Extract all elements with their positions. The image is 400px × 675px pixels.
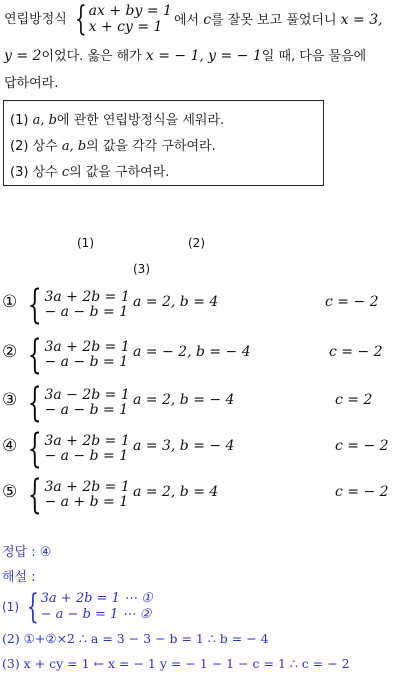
brace-icon: { [27, 426, 42, 472]
option-c: c = − 2 [329, 344, 383, 360]
option-number: ③ [2, 390, 18, 410]
option-4[interactable]: ④ { 3a + 2b = 1 − a − b = 1 a = 3, b = − 4 c = − 2 [2, 426, 389, 472]
explanation-label: 해설 : [2, 570, 36, 585]
question-line-2 [4, 46, 366, 67]
solution-step-3: (3) x + cy = 1 ← x = − 1 y = − 1 − 1 − c = 1 ∴ c = − 2 [2, 656, 350, 671]
y-eq-m1: y = − 1 [208, 48, 262, 64]
subquestion-3: (3) 상수 c의 값을 구하여라. [10, 165, 170, 180]
brace-icon: { [27, 332, 42, 378]
option-ab: a = − 2, b = − 4 [133, 344, 251, 360]
option-c: c = − 2 [335, 484, 389, 500]
option-c: c = 2 [335, 392, 373, 408]
answer-label: 정답 : ④ [2, 545, 52, 560]
column-header-2: (2) [188, 236, 205, 250]
solution-step-1: (1) { 3a + 2b = 1 ⋯ ① − a − b = 1 ⋯ ② [2, 587, 153, 627]
brace-icon: { [27, 472, 42, 518]
column-header-3: (3) [133, 262, 150, 276]
solution-step-2: (2) ①+②×2 ∴ a = 3 − 3 − b = 1 ∴ b = − 4 [2, 631, 269, 646]
option-ab: a = 2, b = 4 [133, 484, 219, 500]
brace-icon: { [74, 0, 87, 39]
question-line-3 [4, 74, 58, 94]
question-label: 연립방정식 [4, 12, 67, 27]
text-answer: 답하여라. [4, 76, 59, 91]
question-eq2: x + cy = 1 [88, 19, 163, 35]
x-eq-m1: x = − 1, [145, 48, 204, 64]
question-eq1: ax + by = 1 [88, 3, 172, 19]
option-number: ④ [2, 436, 18, 456]
text-misread: 를 잘못 보고 풀었더니 [211, 13, 337, 28]
brace-icon: { [27, 380, 42, 426]
text-when: 일 때, 다음 물음에 [261, 49, 367, 64]
y-eq-2: y = 2 [4, 48, 42, 64]
option-2[interactable]: ② { 3a + 2b = 1 − a − b = 1 a = − 2, b = − 4 c = − 2 [2, 332, 383, 378]
column-header-1: (1) [77, 236, 94, 250]
option-3[interactable]: ③ { 3a − 2b = 1 − a − b = 1 a = 2, b = − 4 c = 2 [2, 380, 373, 426]
text-eseo: 에서 [174, 13, 200, 28]
question-stem [4, 2, 398, 98]
option-number: ① [2, 292, 18, 312]
question-line-1 [4, 10, 67, 30]
option-1[interactable]: ① { 3a + 2b = 1 − a − b = 1 a = 2, b = 4 c = − 2 [2, 282, 379, 328]
brace-icon: { [27, 282, 42, 328]
subquestion-1: (1) a, b에 관한 연립방정식을 세워라. [10, 113, 225, 128]
option-ab: a = 3, b = − 4 [133, 438, 235, 454]
option-ab: a = 2, b = − 4 [133, 392, 235, 408]
brace-icon: { [26, 587, 39, 627]
option-number: ② [2, 342, 18, 362]
subquestion-box [3, 100, 324, 186]
option-c: c = − 2 [325, 294, 379, 310]
text-was: 이었다. 옳은 해가 [41, 49, 142, 64]
option-c: c = − 2 [335, 438, 389, 454]
question-system [70, 0, 172, 39]
option-number: ⑤ [2, 482, 18, 502]
subquestion-2: (2) 상수 a, b의 값을 각각 구하여라. [10, 139, 216, 154]
x-eq-3: x = 3, [340, 12, 383, 28]
option-5[interactable]: ⑤ { 3a + 2b = 1 − a + b = 1 a = 2, b = 4 c = − 2 [2, 472, 389, 518]
option-ab: a = 2, b = 4 [133, 294, 219, 310]
var-c: c [203, 12, 212, 28]
